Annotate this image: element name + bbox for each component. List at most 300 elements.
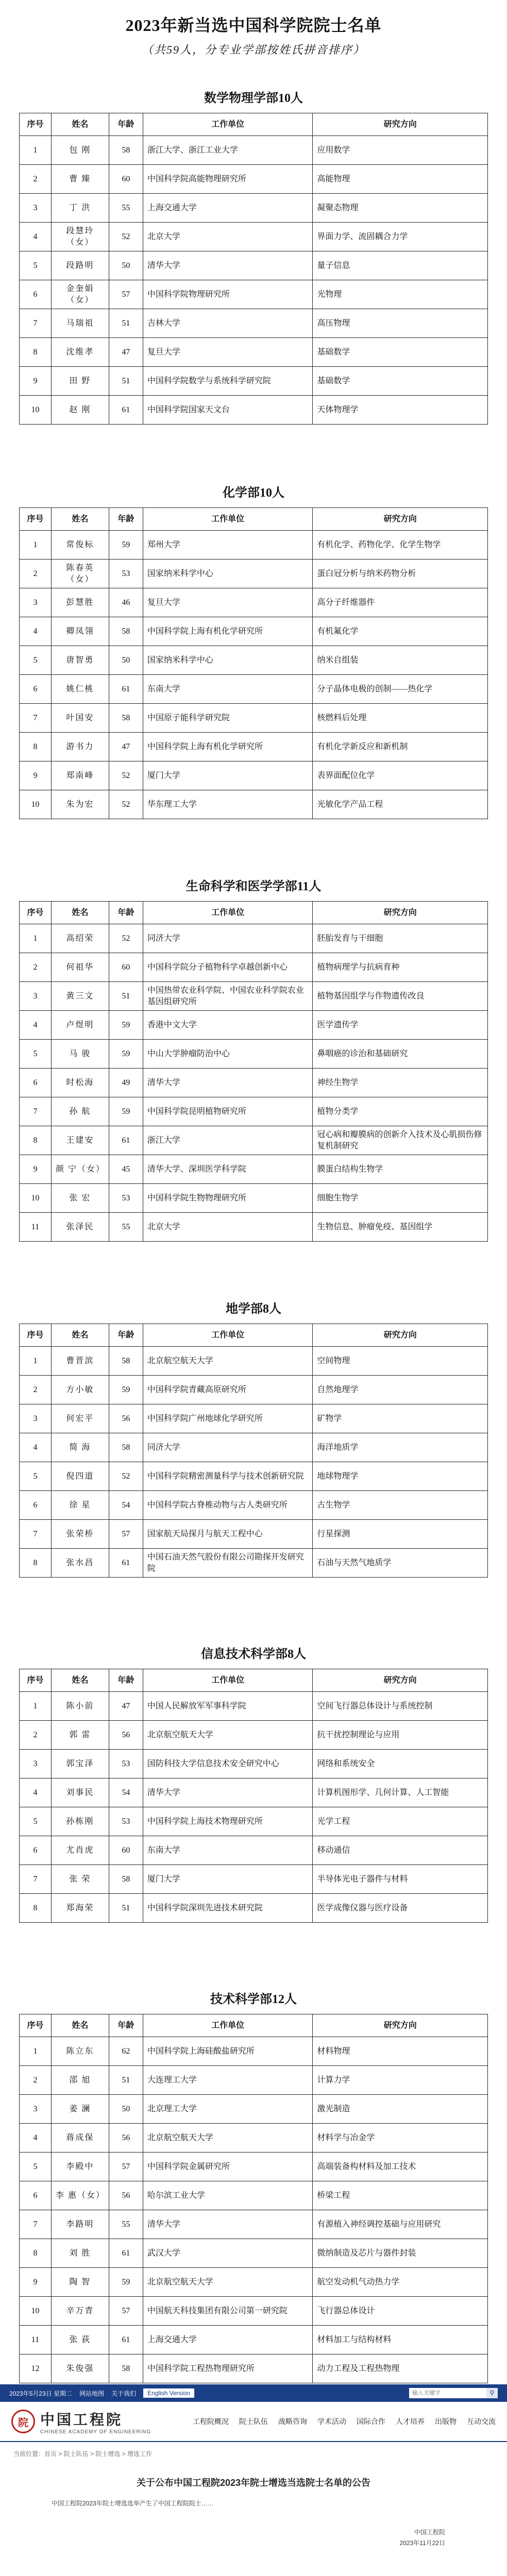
age-cell: 59 (109, 531, 143, 560)
column-header: 姓名 (51, 1324, 109, 1347)
name-cell: 李殿中 (51, 2153, 109, 2181)
field-cell: 分子晶体电极的创制——热化学 (313, 675, 488, 704)
name-cell: 郑海荣 (51, 1894, 109, 1923)
unit-cell: 复旦大学 (143, 338, 313, 367)
age-cell: 51 (109, 982, 143, 1011)
index-cell: 8 (20, 2239, 52, 2268)
name-cell: 刘 胜 (51, 2239, 109, 2268)
index-cell: 10 (20, 790, 52, 819)
index-cell: 6 (20, 280, 52, 309)
table-row (20, 194, 488, 223)
field-cell: 移动通信 (313, 1836, 488, 1865)
age-cell: 56 (109, 2181, 143, 2210)
nav-item[interactable]: 国际合作 (357, 2417, 385, 2426)
unit-cell: 中国科学院广州地球化学研究所 (143, 1404, 313, 1433)
age-cell: 59 (109, 1040, 143, 1069)
field-cell: 光学工程 (313, 1807, 488, 1836)
name-cell: 段慧玲（女） (51, 223, 109, 251)
field-cell: 高能物理 (313, 165, 488, 194)
field-cell: 材料加工与结构材料 (313, 2326, 488, 2354)
table-row (20, 531, 488, 560)
column-header: 研究方向 (313, 508, 488, 531)
field-cell: 膜蛋白结构生物学 (313, 1155, 488, 1184)
name-cell: 唐智勇 (51, 646, 109, 675)
column-header: 年龄 (109, 1669, 143, 1692)
field-cell: 微纳制造及芯片与器件封装 (313, 2239, 488, 2268)
unit-cell: 中国科学院高能物理研究所 (143, 165, 313, 194)
name-cell: 孙栋刚 (51, 1807, 109, 1836)
field-cell: 自然地理学 (313, 1376, 488, 1404)
table-row (20, 367, 488, 396)
column-header: 序号 (20, 1324, 52, 1347)
index-cell: 2 (20, 953, 52, 982)
table-row (20, 2354, 488, 2383)
date-text: 2023年5月23日 星期二 (9, 2389, 73, 2397)
field-cell: 计算力学 (313, 2066, 488, 2095)
table-row (20, 1491, 488, 1520)
field-cell: 计算机图形学、几何计算、人工智能 (313, 1778, 488, 1807)
article-signature (21, 2527, 486, 2549)
name-cell: 李路明 (51, 2210, 109, 2239)
name-cell: 曹 臻 (51, 165, 109, 194)
column-header: 年龄 (109, 113, 143, 136)
field-cell: 有源植入神经调控基础与应用研究 (313, 2210, 488, 2239)
unit-cell: 华东理工大学 (143, 790, 313, 819)
field-cell: 矿物学 (313, 1404, 488, 1433)
nav-item[interactable]: 学术活动 (317, 2417, 346, 2426)
index-cell: 12 (20, 2354, 52, 2383)
age-cell: 51 (109, 309, 143, 338)
field-cell: 界面力学、流固耦合力学 (313, 223, 488, 251)
field-cell: 细胞生物学 (313, 1184, 488, 1213)
age-cell: 56 (109, 2124, 143, 2153)
index-cell: 2 (20, 1376, 52, 1404)
table-row (20, 1347, 488, 1376)
table-row (20, 982, 488, 1011)
name-cell: 张泽民 (51, 1213, 109, 1242)
age-cell: 51 (109, 1894, 143, 1923)
nav-item[interactable]: 出版物 (435, 2417, 457, 2426)
field-cell: 桥梁工程 (313, 2181, 488, 2210)
table-row (20, 2326, 488, 2354)
index-cell: 1 (20, 2037, 52, 2066)
field-cell: 网络和系统安全 (313, 1750, 488, 1778)
section-title: 化学部10人 (223, 486, 284, 500)
nav-item[interactable]: 人才培养 (396, 2417, 425, 2426)
table-header-row (20, 902, 488, 924)
name-cell: 张荣桥 (51, 1520, 109, 1549)
name-cell: 高绍荣 (51, 924, 109, 953)
index-cell: 11 (20, 2326, 52, 2354)
column-header: 研究方向 (313, 902, 488, 924)
section-title: 技术科学部12人 (210, 1993, 297, 2006)
age-cell: 55 (109, 1213, 143, 1242)
table-row (20, 1184, 488, 1213)
index-cell: 5 (20, 646, 52, 675)
index-cell: 10 (20, 2297, 52, 2326)
unit-cell: 北京航空航天大学 (143, 2124, 313, 2153)
column-header: 姓名 (51, 113, 109, 136)
field-cell: 古生物学 (313, 1491, 488, 1520)
age-cell: 59 (109, 2268, 143, 2297)
column-header: 序号 (20, 1669, 52, 1692)
column-header: 年龄 (109, 2014, 143, 2037)
index-cell: 1 (20, 1347, 52, 1376)
index-cell: 5 (20, 1040, 52, 1069)
index-cell: 8 (20, 1549, 52, 1578)
unit-cell: 北京理工大学 (143, 2095, 313, 2124)
name-cell: 李 惠（女） (51, 2181, 109, 2210)
field-cell: 石油与天然气地质学 (313, 1549, 488, 1578)
members-table (19, 1669, 488, 1923)
unit-cell: 中国科学院国家天文台 (143, 396, 313, 425)
index-cell: 8 (20, 733, 52, 761)
field-cell: 基础数学 (313, 367, 488, 396)
age-cell: 58 (109, 1433, 143, 1462)
unit-cell: 中国科学院青藏高原研究所 (143, 1376, 313, 1404)
age-cell: 61 (109, 396, 143, 425)
name-cell: 陈立东 (51, 2037, 109, 2066)
field-cell: 天体物理学 (313, 396, 488, 425)
name-cell: 金奎娟（女） (51, 280, 109, 309)
index-cell: 7 (20, 704, 52, 733)
breadcrumb: 当前位置：首页 > 院士队伍 > 院士增选 > 增选工作 (13, 2450, 153, 2458)
index-cell: 1 (20, 1692, 52, 1721)
age-cell: 52 (109, 1462, 143, 1491)
age-cell: 45 (109, 1155, 143, 1184)
name-cell: 包 刚 (51, 136, 109, 165)
unit-cell: 中国科学院数学与系统科学研究院 (143, 367, 313, 396)
index-cell: 4 (20, 1778, 52, 1807)
column-header: 研究方向 (313, 1669, 488, 1692)
name-cell: 郭 雷 (51, 1721, 109, 1750)
unit-cell: 中国航天科技集团有限公司第一研究院 (143, 2297, 313, 2326)
name-cell: 陶 智 (51, 2268, 109, 2297)
unit-cell: 同济大学 (143, 1433, 313, 1462)
age-cell: 57 (109, 1520, 143, 1549)
field-cell: 医学成像仪器与医疗设备 (313, 1894, 488, 1923)
table-row (20, 617, 488, 646)
table-row (20, 761, 488, 790)
unit-cell: 北京航空航天大学 (143, 1347, 313, 1376)
name-cell: 马瑞祖 (51, 309, 109, 338)
name-cell: 何宏平 (51, 1404, 109, 1433)
name-cell: 孙 航 (51, 1097, 109, 1126)
field-cell: 冠心病和瓣膜病的创新介入技术及心肌损伤修复机制研究 (313, 1126, 488, 1155)
name-cell: 田 野 (51, 367, 109, 396)
column-header: 研究方向 (313, 2014, 488, 2037)
index-cell: 6 (20, 1069, 52, 1097)
column-header: 姓名 (51, 1669, 109, 1692)
index-cell: 7 (20, 1865, 52, 1894)
section-earth-science (0, 1298, 507, 1578)
index-cell: 2 (20, 560, 52, 588)
name-cell: 邵 旭 (51, 2066, 109, 2095)
unit-cell: 中国科学院上海有机化学研究所 (143, 617, 313, 646)
age-cell: 61 (109, 1126, 143, 1155)
table-row (20, 1126, 488, 1155)
index-cell: 6 (20, 675, 52, 704)
field-cell: 医学遗传学 (313, 1011, 488, 1040)
name-cell: 朱为宏 (51, 790, 109, 819)
column-header: 序号 (20, 2014, 52, 2037)
field-cell: 植物分类学 (313, 1097, 488, 1126)
table-row (20, 1097, 488, 1126)
unit-cell: 中国科学院古脊椎动物与古人类研究所 (143, 1491, 313, 1520)
unit-cell: 清华大学 (143, 1069, 313, 1097)
unit-cell: 上海交通大学 (143, 194, 313, 223)
section-chemistry (0, 482, 507, 819)
index-cell: 3 (20, 194, 52, 223)
table-row (20, 1692, 488, 1721)
index-cell: 6 (20, 1491, 52, 1520)
age-cell: 50 (109, 251, 143, 280)
section-title: 地学部8人 (226, 1302, 281, 1316)
column-header: 序号 (20, 508, 52, 531)
document-header (0, 0, 507, 57)
members-table (19, 901, 488, 1242)
column-header: 工作单位 (143, 113, 313, 136)
index-cell: 10 (20, 396, 52, 425)
field-cell: 高压物理 (313, 309, 488, 338)
unit-cell: 厦门大学 (143, 761, 313, 790)
name-cell: 王建安 (51, 1126, 109, 1155)
article-title: 关于公布中国工程院2023年院士增选当选院士名单的公告 (136, 2478, 371, 2488)
name-cell: 倪四道 (51, 1462, 109, 1491)
column-header: 年龄 (109, 1324, 143, 1347)
nav-item[interactable]: 互动交流 (467, 2417, 496, 2426)
table-header-row (20, 508, 488, 531)
unit-cell: 中国科学院分子植物科学卓越创新中心 (143, 953, 313, 982)
table-row (20, 1155, 488, 1184)
column-header: 姓名 (51, 902, 109, 924)
table-row (20, 953, 488, 982)
table-row (20, 223, 488, 251)
age-cell: 53 (109, 1184, 143, 1213)
name-cell: 丁 洪 (51, 194, 109, 223)
table-row (20, 2095, 488, 2124)
unit-cell: 清华大学 (143, 2210, 313, 2239)
age-cell: 58 (109, 1865, 143, 1894)
name-cell: 张 荣 (51, 1865, 109, 1894)
index-cell: 8 (20, 1126, 52, 1155)
column-header: 工作单位 (143, 902, 313, 924)
unit-cell: 东南大学 (143, 1836, 313, 1865)
logo-text[interactable] (40, 2409, 151, 2435)
table-row (20, 646, 488, 675)
name-cell: 张 宏 (51, 1184, 109, 1213)
name-cell: 郑南峰 (51, 761, 109, 790)
name-cell: 姚仁桃 (51, 675, 109, 704)
members-table (19, 507, 488, 819)
section-technical-science (0, 1989, 507, 2383)
field-cell: 高分子纤维器件 (313, 588, 488, 617)
unit-cell: 郑州大学 (143, 531, 313, 560)
table-row (20, 1404, 488, 1433)
name-cell: 时松海 (51, 1069, 109, 1097)
search-input[interactable] (409, 2388, 486, 2398)
table-row (20, 1069, 488, 1097)
age-cell: 57 (109, 2297, 143, 2326)
age-cell: 54 (109, 1491, 143, 1520)
table-row (20, 165, 488, 194)
page-subtitle: （共59人，分专业学部按姓氏拼音排序） (141, 43, 365, 56)
age-cell: 58 (109, 1347, 143, 1376)
column-header: 工作单位 (143, 1324, 313, 1347)
age-cell: 50 (109, 2095, 143, 2124)
unit-cell: 中山大学肿瘤防治中心 (143, 1040, 313, 1069)
table-row (20, 2066, 488, 2095)
name-cell: 尤肖虎 (51, 1836, 109, 1865)
unit-cell: 复旦大学 (143, 588, 313, 617)
index-cell: 9 (20, 761, 52, 790)
table-row (20, 1040, 488, 1069)
unit-cell: 国家纳米科学中心 (143, 646, 313, 675)
field-cell: 神经生物学 (313, 1069, 488, 1097)
index-cell: 3 (20, 1404, 52, 1433)
column-header: 姓名 (51, 2014, 109, 2037)
field-cell: 蛋白冠分析与纳米药物分析 (313, 560, 488, 588)
nav-item[interactable]: 工程院概况 (193, 2417, 229, 2426)
name-cell: 赵 刚 (51, 396, 109, 425)
name-cell: 段路明 (51, 251, 109, 280)
index-cell: 4 (20, 617, 52, 646)
name-cell: 朱俊强 (51, 2354, 109, 2383)
name-cell: 何祖华 (51, 953, 109, 982)
table-row (20, 1807, 488, 1836)
search-icon[interactable]: ⚲ (486, 2388, 498, 2398)
age-cell: 55 (109, 2210, 143, 2239)
name-cell: 彭慧胜 (51, 588, 109, 617)
index-cell: 4 (20, 1011, 52, 1040)
index-cell: 2 (20, 1721, 52, 1750)
unit-cell: 浙江大学、浙江工业大学 (143, 136, 313, 165)
field-cell: 有机化学新反应和新机制 (313, 733, 488, 761)
age-cell: 59 (109, 1011, 143, 1040)
link-about[interactable]: 关于我们 (111, 2389, 137, 2397)
english-version-link[interactable]: English Version (143, 2388, 194, 2398)
name-cell: 姜 澜 (51, 2095, 109, 2124)
index-cell: 5 (20, 1807, 52, 1836)
age-cell: 58 (109, 2354, 143, 2383)
index-cell: 2 (20, 2066, 52, 2095)
field-cell: 有机化学、药物化学、化学生物学 (313, 531, 488, 560)
unit-cell: 东南大学 (143, 675, 313, 704)
members-table (19, 2014, 488, 2383)
field-cell: 地球物理学 (313, 1462, 488, 1491)
logo-subtitle: CHINESE ACADEMY OF ENGINEERING (40, 2429, 151, 2435)
table-row (20, 1721, 488, 1750)
members-table (19, 113, 488, 425)
age-cell: 58 (109, 704, 143, 733)
age-cell: 61 (109, 675, 143, 704)
nav-item[interactable]: 战略咨询 (278, 2417, 307, 2426)
unit-cell: 哈尔滨工业大学 (143, 2181, 313, 2210)
main-nav (193, 2416, 496, 2427)
table-row (20, 1462, 488, 1491)
age-cell: 53 (109, 560, 143, 588)
index-cell: 6 (20, 2181, 52, 2210)
table-row (20, 1520, 488, 1549)
name-cell: 张 荻 (51, 2326, 109, 2354)
index-cell: 1 (20, 924, 52, 953)
unit-cell: 清华大学 (143, 1778, 313, 1807)
section-math-physics (0, 88, 507, 425)
unit-cell: 北京大学 (143, 1213, 313, 1242)
name-cell: 卢煜明 (51, 1011, 109, 1040)
age-cell: 46 (109, 588, 143, 617)
name-cell: 卿凤翎 (51, 617, 109, 646)
unit-cell: 大连理工大学 (143, 2066, 313, 2095)
age-cell: 61 (109, 2239, 143, 2268)
name-cell: 刘事民 (51, 1778, 109, 1807)
field-cell: 抗干扰控制理论与应用 (313, 1721, 488, 1750)
index-cell: 6 (20, 1836, 52, 1865)
table-row (20, 136, 488, 165)
table-row (20, 2239, 488, 2268)
table-header-row (20, 1324, 488, 1347)
unit-cell: 北京大学 (143, 223, 313, 251)
site-header (0, 2402, 507, 2442)
logo-emblem-icon: 院 (11, 2410, 35, 2433)
index-cell: 7 (20, 1097, 52, 1126)
name-cell: 沈维孝 (51, 338, 109, 367)
index-cell: 8 (20, 1894, 52, 1923)
table-row (20, 1549, 488, 1578)
section-title: 信息技术科学部8人 (201, 1648, 306, 1661)
table-row (20, 309, 488, 338)
unit-cell: 浙江大学 (143, 1126, 313, 1155)
table-row (20, 2210, 488, 2239)
field-cell: 应用数学 (313, 136, 488, 165)
age-cell: 47 (109, 1692, 143, 1721)
table-header-row (20, 113, 488, 136)
section-information-technology (0, 1643, 507, 1923)
field-cell: 半导体光电子器件与材料 (313, 1865, 488, 1894)
table-row (20, 280, 488, 309)
age-cell: 51 (109, 367, 143, 396)
field-cell: 量子信息 (313, 251, 488, 280)
index-cell: 4 (20, 1433, 52, 1462)
column-header: 姓名 (51, 508, 109, 531)
table-row (20, 338, 488, 367)
link-sitemap[interactable]: 网站地图 (79, 2389, 105, 2397)
unit-cell: 厦门大学 (143, 1865, 313, 1894)
field-cell: 激光制造 (313, 2095, 488, 2124)
unit-cell: 香港中文大学 (143, 1011, 313, 1040)
table-row (20, 560, 488, 588)
age-cell: 61 (109, 2326, 143, 2354)
name-cell: 曹晋滨 (51, 1347, 109, 1376)
section-title: 生命科学和医学学部11人 (185, 880, 322, 893)
field-cell: 基础数学 (313, 338, 488, 367)
nav-item[interactable]: 院士队伍 (239, 2417, 268, 2426)
index-cell: 9 (20, 367, 52, 396)
age-cell: 56 (109, 1721, 143, 1750)
table-row (20, 790, 488, 819)
table-row (20, 2037, 488, 2066)
field-cell: 海洋地质学 (313, 1433, 488, 1462)
index-cell: 5 (20, 1462, 52, 1491)
unit-cell: 中国科学院上海硅酸盐研究所 (143, 2037, 313, 2066)
field-cell: 鼻咽癌的诊治和基础研究 (313, 1040, 488, 1069)
age-cell: 59 (109, 1097, 143, 1126)
unit-cell: 中国科学院上海技术物理研究所 (143, 1807, 313, 1836)
column-header: 研究方向 (313, 1324, 488, 1347)
index-cell: 7 (20, 309, 52, 338)
age-cell: 55 (109, 194, 143, 223)
sign-date: 2023年11月22日 (399, 2539, 445, 2547)
